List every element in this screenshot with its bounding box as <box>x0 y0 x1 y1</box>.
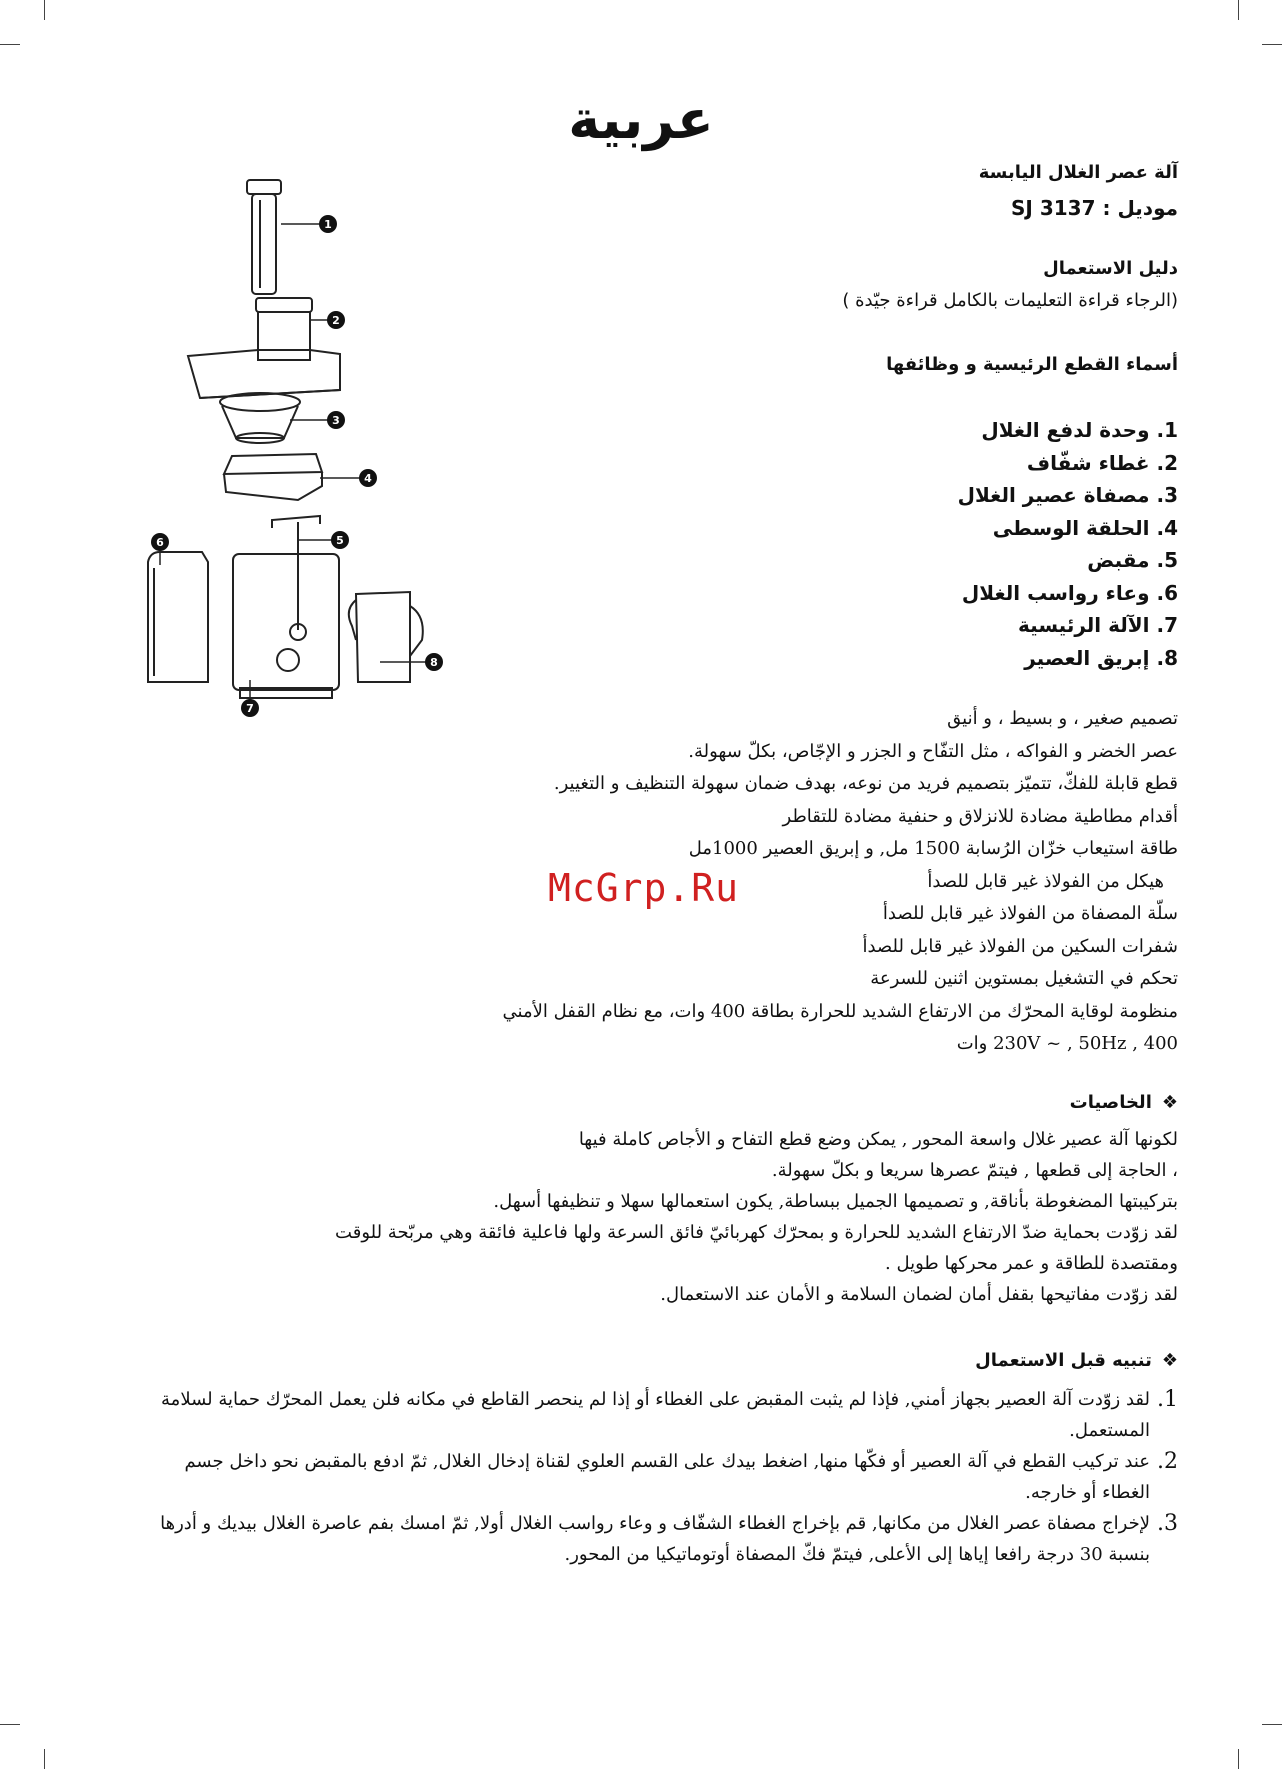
specs-line: بتركيبتها المضغوطة بأناقة, و تصميمها الجميل ببساطة, يكون استعمالها سهلا و تنظيفها أسهل. <box>493 1191 1178 1212</box>
specs-line: ، الحاجة إلى قطعها , فيتمّ عصرها سريعا و بكلّ سهولة. <box>771 1160 1178 1181</box>
feature-line: أقدام مطاطية مضادة للانزلاق و حنفية مضادة للتقاطر <box>782 805 1178 827</box>
diamond-bullet-icon: ❖ <box>1161 1350 1178 1371</box>
parts-list-item: 6. وعاء رواسب الغلال <box>961 580 1178 605</box>
warning-item-number: 1. <box>1157 1387 1178 1412</box>
parts-list-item: 8. إبريق العصير <box>1024 645 1178 670</box>
warning-list <box>148 1384 1178 1570</box>
juicer-exploded-diagram <box>140 170 480 730</box>
warning-item-text: لقد زوّدت آلة العصير بجهاز أمني, فإذا لم يثبت المقبض على الغطاء أو إذا لم ينحصر القاطع في مكانه فلن يعمل المحرّك حماية لسلامة المستعمل. <box>161 1389 1150 1441</box>
juice-jug-part <box>349 592 423 682</box>
specs-line: لقد زوّدت مفاتيحها بقفل أمان لضمان السلامة و الأمان عند الاستعمال. <box>660 1284 1178 1305</box>
main-unit-part <box>233 516 339 698</box>
feature-line: سلّة المصفاة من الفولاذ غير قابل للصدأ <box>882 903 1178 924</box>
callout-label: 2 <box>332 314 340 327</box>
pusher-part <box>247 180 281 294</box>
warning-item-text: لإخراج مصفاة عصر الغلال من مكانها, قم بإخراج الغطاء الشفّاف و وعاء رواسب الغلال أولا, ثمّ امسك بفم عاصرة الغلال بيديك و أدرها بنسبة 30 درجة رافعا إياها إلى الأعلى, فيتمّ فكّ المصفاة أوتوماتيكيا من المحور. <box>160 1513 1150 1565</box>
specs-heading <box>1070 1092 1178 1113</box>
page-title: عربية <box>568 88 714 151</box>
feature-line: منظومة لوقاية المحرّك من الارتفاع الشديد للحرارة بطاقة 400 وات، مع نظام القفل الأمني <box>502 1000 1178 1022</box>
model-number: موديل : SJ 3137 <box>1011 196 1178 220</box>
warning-heading-text: تنبيه قبل الاستعمال <box>975 1350 1152 1371</box>
parts-list-item: 7. الآلة الرئيسية <box>1018 613 1178 637</box>
specs-body <box>335 1124 1178 1310</box>
feature-line: طاقة استيعاب خزّان الرُسابة 1500 مل, و إبريق العصير 1000مل <box>688 838 1178 859</box>
crop-mark <box>1238 0 1239 20</box>
warning-item <box>148 1384 1178 1446</box>
callout-label: 3 <box>332 414 340 427</box>
manual-note: (الرجاء قراءة التعليمات بالكامل قراءة جيّدة ) <box>842 290 1178 311</box>
callout-label: 5 <box>336 534 344 547</box>
parts-list-item: 4. الحلقة الوسطى <box>992 515 1178 540</box>
crop-mark <box>1238 1749 1239 1769</box>
middle-ring-part <box>224 454 322 500</box>
callout-label: 6 <box>156 536 164 549</box>
feature-line: تحكم في التشغيل بمستوين اثنين للسرعة <box>870 968 1178 989</box>
warning-item <box>148 1446 1178 1508</box>
specs-line: لقد زوّدت بحماية ضدّ الارتفاع الشديد للحرارة و بمحرّك كهربائيّ فائق السرعة ولها فاعلية فائقة وهي مربّحة للوقت <box>335 1222 1178 1243</box>
parts-heading: أسماء القطع الرئيسية و وظائفها <box>886 354 1178 375</box>
warning-item-text: عند تركيب القطع في آلة العصير أو فكّها منها, اضغط بيدك على القسم العلوي لقناة إدخال الغلال, ثمّ ادفع بالمقبض نحو داخل جسم الغطاء أو خارجه. <box>184 1451 1150 1503</box>
warning-heading <box>975 1350 1178 1371</box>
feature-line: 230V ~ , 50Hz , 400 وات <box>956 1033 1178 1054</box>
pulp-container-part <box>148 552 208 682</box>
feature-line: هيكل من الفولاذ غير قابل للصدأ <box>927 870 1164 892</box>
parts-list-item: 5. مقبض <box>1087 548 1178 572</box>
warning-item-number: 2. <box>1157 1449 1178 1474</box>
warning-item <box>148 1508 1178 1570</box>
watermark: McGrp.Ru <box>548 866 740 910</box>
manual-heading: دليل الاستعمال <box>1043 258 1178 279</box>
product-name: آلة عصر الغلال اليابسة <box>978 162 1178 183</box>
crop-mark <box>1262 44 1282 45</box>
crop-mark <box>44 0 45 20</box>
parts-list-item: 1. وحدة لدفع الغلال <box>981 418 1178 442</box>
diamond-bullet-icon: ❖ <box>1161 1092 1178 1113</box>
crop-mark <box>44 1749 45 1769</box>
parts-list-item: 2. غطاء شفّاف <box>1026 450 1178 475</box>
callout-badges <box>151 215 443 717</box>
specs-line: لكونها آلة عصير غلال واسعة المحور , يمكن وضع قطع التفاح و الأجاص كاملة فيها <box>578 1129 1178 1150</box>
filter-part <box>220 393 300 443</box>
feature-line: قطع قابلة للفكّ، تتميّز بتصميم فريد من نوعه، بهدف ضمان سهولة التنظيف و التغيير. <box>553 773 1178 794</box>
callout-label: 1 <box>324 218 332 231</box>
cover-part <box>188 298 340 398</box>
callout-label: 8 <box>430 656 438 669</box>
feature-line: شفرات السكين من الفولاذ غير قابل للصدأ <box>862 935 1178 957</box>
crop-mark <box>0 1724 20 1725</box>
specs-heading-text: الخاصيات <box>1069 1092 1152 1113</box>
callout-label: 7 <box>246 702 254 715</box>
parts-list <box>958 414 1178 674</box>
specs-line: ومقتصدة للطاقة و عمر محركها طويل . <box>885 1253 1178 1274</box>
feature-line: عصر الخضر و الفواكه ، مثل التفّاح و الجزر و الإجّاص، بكلّ سهولة. <box>688 740 1178 762</box>
crop-mark <box>1262 1724 1282 1725</box>
parts-list-item: 3. مصفاة عصير الغلال <box>957 483 1178 507</box>
callout-label: 4 <box>364 472 372 485</box>
warning-item-number: 3. <box>1157 1511 1178 1536</box>
crop-mark <box>0 44 20 45</box>
feature-line: تصميم صغير ، و بسيط ، و أنيق <box>947 708 1178 729</box>
